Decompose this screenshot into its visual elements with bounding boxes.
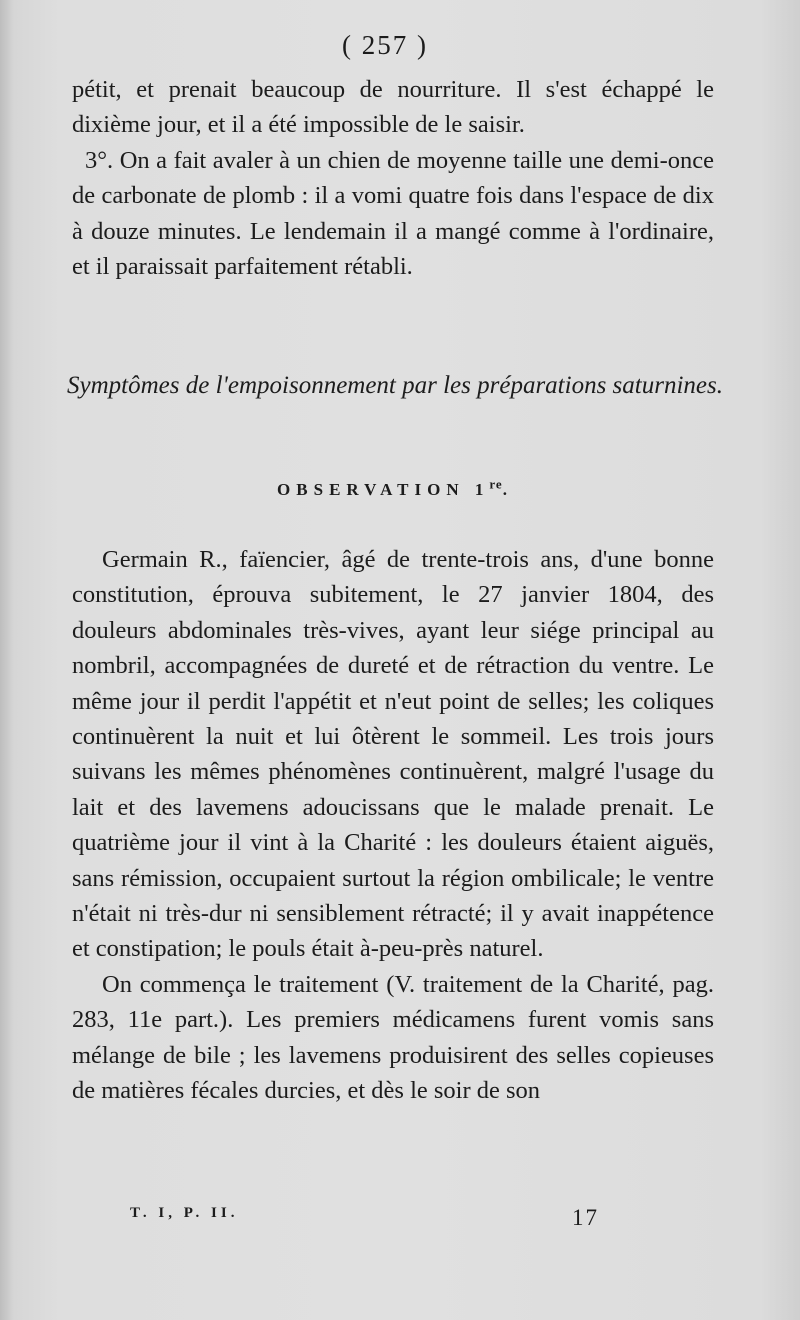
top-text-block <box>72 72 714 284</box>
paragraph-experiment-3: 3°. On a fait avaler à un chien de moyenne taille une demi-once de carbonate de plomb : il a vomi quatre fois dans l'espace de dix à douze minutes. Le lendemain il a mangé comme à l'ordinaire, et il paraissait parfaitement rétabli. <box>72 146 714 281</box>
paragraph-treatment: On commença le traitement (V. traitement de la Charité, pag. 283, 11e part.). Les premiers médicamens furent vomis sans mélange de bile ; les lavemens produisirent des selles copieuses de matières fécales durcies, et dès le soir de son <box>72 970 714 1105</box>
observation-title: OBSERVATION 1re. <box>277 476 513 499</box>
signature-mark: T. I, P. II. <box>130 1205 239 1221</box>
observation-text-block <box>72 542 714 1109</box>
observation-label: OBSERVATION <box>277 480 465 499</box>
observation-suffix: re <box>489 476 503 492</box>
paragraph-case-description: Germain R., faïencier, âgé de trente-trois ans, d'une bonne constitution, éprouva subitement, le 27 janvier 1804, des douleurs abdominales très-vives, ayant leur siége principal au nombril, accompagnées de dureté et de rétraction du ventre. Le même jour il perdit l'appétit et n'eut point de selles; les coliques continuèrent la nuit et lui ôtèrent le sommeil. Les trois jours suivans les mêmes phénomènes continuèrent, malgré l'usage du lait et des lavemens adoucissans que le malade prenait. Le quatrième jour il vint à la Charité : les douleurs étaient aiguës, sans rémission, occupaient surtout la région ombilicale; le ventre n'était ni très-dur ni sensiblement rétracté; il y avait inappétence et constipation; le pouls était à-peu-près naturel. <box>72 546 714 963</box>
paragraph-continuation: pétit, et prenait beaucoup de nourriture. Il s'est échappé le dixième jour, et il a été impossible de le saisir. <box>72 76 714 139</box>
page-number: ( 257 ) <box>342 30 428 60</box>
signature-number: 17 <box>572 1205 599 1230</box>
section-heading: Symptômes de l'empoisonnement par les préparations saturnines. <box>67 372 723 399</box>
observation-number: 1 <box>474 480 490 499</box>
